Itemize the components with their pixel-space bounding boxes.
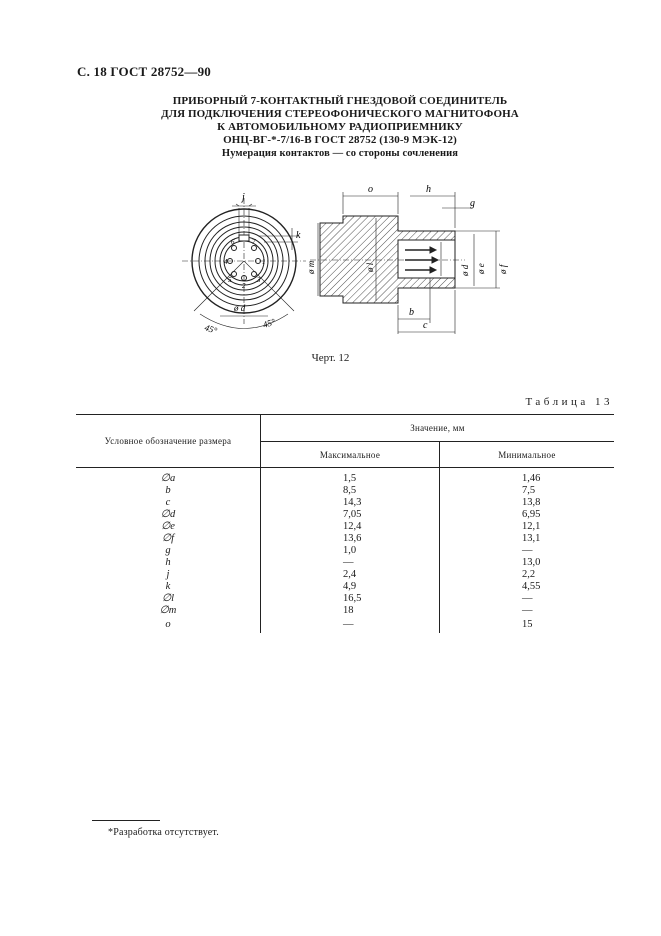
- table-row: b 8,5 7,5: [76, 485, 614, 497]
- side-section-view: [310, 192, 500, 334]
- dim-label-e: ø e: [476, 263, 486, 274]
- table-row: h — 13,0: [76, 557, 614, 569]
- page-header: С. 18 ГОСТ 28752—90: [77, 64, 211, 79]
- dim-label-b: b: [409, 307, 414, 318]
- table-row: ∅e 12,4 12,1: [76, 521, 614, 533]
- connector-drawing: [180, 178, 510, 346]
- table-row: ∅m 18 —: [76, 605, 614, 617]
- dim-label-f: ø f: [498, 264, 508, 274]
- dim-label-m: ø m: [306, 260, 316, 274]
- table-row: c 14,3 13,8: [76, 497, 614, 509]
- title-line-2: ДЛЯ ПОДКЛЮЧЕНИЯ СТЕРЕОФОНИЧЕСКОГО МАГНИТОФОНА: [161, 108, 519, 120]
- footnote-divider: [92, 820, 160, 821]
- header-max: Максимальное: [261, 442, 440, 468]
- pin-label: 6: [231, 238, 235, 246]
- dim-label-g: g: [470, 198, 475, 209]
- dimensions-table: [76, 414, 614, 633]
- header-param: Условное обозначение размера: [76, 415, 261, 468]
- dim-label-o: o: [368, 184, 373, 195]
- table-row: ∅l 16,5 —: [76, 593, 614, 605]
- header-value: Значение, мм: [261, 415, 615, 442]
- dim-label-k: k: [296, 230, 301, 241]
- dim-label-c: c: [423, 320, 428, 331]
- dim-label-d2: ø d: [460, 264, 470, 276]
- title-line-1: ПРИБОРНЫЙ 7-КОНТАКТНЫЙ ГНЕЗДОВОЙ СОЕДИНИТЕЛЬ: [172, 95, 508, 107]
- document-title: [100, 95, 580, 160]
- pin-label: 4: [224, 258, 228, 266]
- table-row: o — 15: [76, 617, 614, 633]
- table-row: ∅f 13,6 13,1: [76, 533, 614, 545]
- footnote: *Разработка отсутствует.: [108, 827, 219, 838]
- pin-label: 2: [242, 282, 246, 290]
- figure-caption: Черт. 12: [311, 352, 350, 364]
- table-row: k 4,9 4,55: [76, 581, 614, 593]
- dim-label-h: h: [426, 184, 431, 195]
- dim-label-l: ø l: [365, 262, 375, 272]
- dim-label-j: j: [242, 192, 245, 203]
- pin-label: 5: [228, 276, 232, 284]
- title-line-3: К АВТОМОБИЛЬНОМУ РАДИОПРИЕМНИКУ: [217, 121, 463, 133]
- title-line-4: ОНЦ-ВГ-*-7/16-В ГОСТ 28752 (130-9 МЭК-12): [223, 134, 457, 146]
- angle-label-left: 45°: [203, 322, 219, 336]
- pin-label: 1: [262, 258, 266, 266]
- pin-label: 7: [252, 238, 256, 246]
- angle-label-right: 45°: [261, 316, 277, 330]
- table-row: ∅d 7,05 6,95: [76, 509, 614, 521]
- table-row: j 2,4 2,2: [76, 569, 614, 581]
- table-row: g 1,0 —: [76, 545, 614, 557]
- header-min: Минимальное: [440, 442, 615, 468]
- title-line-5: Нумерация контактов — со стороны сочленения: [221, 148, 459, 159]
- dim-label-d: ø d: [234, 303, 246, 313]
- table-row: ∅a 1,5 1,46: [76, 468, 614, 486]
- table-label: Таблица 13: [525, 396, 613, 408]
- pin-label: 3: [257, 276, 261, 284]
